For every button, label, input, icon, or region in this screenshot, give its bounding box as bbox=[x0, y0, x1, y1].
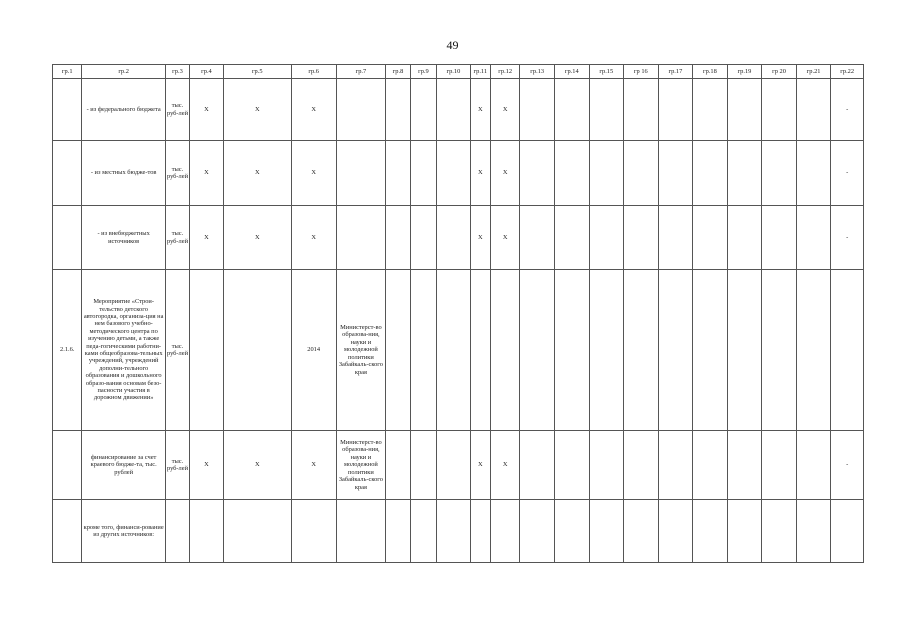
table-cell bbox=[520, 206, 555, 270]
table-cell bbox=[190, 500, 224, 563]
table-cell bbox=[437, 141, 471, 206]
column-header: гр.14 bbox=[554, 65, 589, 79]
table-cell bbox=[796, 500, 831, 563]
table-cell bbox=[291, 500, 336, 563]
table-cell: тыс. руб-лей bbox=[165, 431, 189, 500]
table-cell: X bbox=[190, 79, 224, 141]
column-header: гр.15 bbox=[589, 65, 624, 79]
table-cell bbox=[624, 141, 659, 206]
table-cell bbox=[727, 500, 762, 563]
table-cell bbox=[831, 270, 864, 431]
table-cell: X bbox=[490, 206, 519, 270]
table-cell bbox=[762, 141, 797, 206]
table-cell bbox=[437, 270, 471, 431]
table-body bbox=[53, 65, 864, 563]
table-cell bbox=[437, 431, 471, 500]
column-header: гр.17 bbox=[658, 65, 693, 79]
table-cell bbox=[624, 500, 659, 563]
table-cell bbox=[470, 270, 490, 431]
table-cell: Мероприятие «Строи-тельство детского автогородка, организа-ция на нем базового учебно-методического центра по изучению детьми, а также педа-гогическими работни-ками общеобразова-тельных учреждений, учреждений дополни-тельного образования и дошкольного образо-вания основам безо-пасности участия в дорожном движении» bbox=[82, 270, 165, 431]
table-cell bbox=[762, 500, 797, 563]
table-cell bbox=[693, 500, 728, 563]
table-cell bbox=[223, 500, 291, 563]
table-cell bbox=[658, 141, 693, 206]
table-cell: X bbox=[470, 141, 490, 206]
table-cell bbox=[554, 500, 589, 563]
table-cell bbox=[336, 141, 386, 206]
table-cell bbox=[762, 206, 797, 270]
column-header: гр.2 bbox=[82, 65, 165, 79]
table-cell bbox=[386, 270, 410, 431]
table-cell: X bbox=[291, 79, 336, 141]
column-header: гр.22 bbox=[831, 65, 864, 79]
table-cell: X bbox=[470, 431, 490, 500]
table-cell bbox=[386, 431, 410, 500]
table-cell bbox=[410, 500, 436, 563]
table-cell bbox=[190, 270, 224, 431]
table-cell bbox=[554, 79, 589, 141]
table-cell bbox=[624, 270, 659, 431]
table-cell: 2014 bbox=[291, 270, 336, 431]
table-cell bbox=[624, 79, 659, 141]
page-number: 49 bbox=[446, 38, 459, 52]
column-header: гр.19 bbox=[727, 65, 762, 79]
table-cell bbox=[386, 141, 410, 206]
table-cell bbox=[554, 270, 589, 431]
table-cell bbox=[796, 270, 831, 431]
table-cell bbox=[762, 431, 797, 500]
table-cell bbox=[727, 141, 762, 206]
table-cell bbox=[386, 206, 410, 270]
column-header: гр.11 bbox=[470, 65, 490, 79]
table-cell bbox=[53, 79, 82, 141]
table-cell bbox=[796, 79, 831, 141]
table-cell: X bbox=[223, 431, 291, 500]
table-cell bbox=[796, 141, 831, 206]
document-table bbox=[52, 64, 864, 563]
table-cell: финансирование за счет краевого бюдже-та, тыс. рублей bbox=[82, 431, 165, 500]
table-cell bbox=[336, 79, 386, 141]
column-header: гр.3 bbox=[165, 65, 189, 79]
table-cell: X bbox=[223, 141, 291, 206]
table-cell bbox=[223, 270, 291, 431]
table-cell bbox=[624, 431, 659, 500]
table-cell bbox=[520, 270, 555, 431]
table-cell bbox=[658, 431, 693, 500]
table-cell bbox=[589, 270, 624, 431]
table-cell: - из внебюджетных источников bbox=[82, 206, 165, 270]
table-cell bbox=[410, 206, 436, 270]
table-cell: X bbox=[490, 141, 519, 206]
column-header: гр.10 bbox=[437, 65, 471, 79]
table-cell bbox=[589, 500, 624, 563]
table-cell bbox=[589, 206, 624, 270]
column-header: гр.12 bbox=[490, 65, 519, 79]
table-cell bbox=[410, 431, 436, 500]
column-header: гр.1 bbox=[53, 65, 82, 79]
table-cell bbox=[693, 270, 728, 431]
table-cell bbox=[693, 431, 728, 500]
table-cell: - bbox=[831, 79, 864, 141]
column-header: гр.5 bbox=[223, 65, 291, 79]
table-cell bbox=[554, 206, 589, 270]
column-header: гр 16 bbox=[624, 65, 659, 79]
table-cell: - bbox=[831, 431, 864, 500]
table-cell bbox=[437, 79, 471, 141]
table-cell bbox=[589, 431, 624, 500]
table-row bbox=[53, 500, 864, 563]
table-cell: X bbox=[223, 79, 291, 141]
table-cell: Министерст-во образова-ния, науки и молодежной политики Забайкаль-ского края bbox=[336, 270, 386, 431]
table-cell: X bbox=[190, 431, 224, 500]
table-row bbox=[53, 206, 864, 270]
table-cell bbox=[554, 431, 589, 500]
table-row bbox=[53, 141, 864, 206]
table-cell bbox=[410, 141, 436, 206]
table-cell bbox=[693, 206, 728, 270]
table-cell bbox=[437, 206, 471, 270]
table-cell bbox=[53, 431, 82, 500]
table-cell: - bbox=[831, 141, 864, 206]
column-header: гр.8 bbox=[386, 65, 410, 79]
table-cell bbox=[796, 206, 831, 270]
table-cell bbox=[53, 206, 82, 270]
table-cell bbox=[727, 206, 762, 270]
table-cell: X bbox=[190, 141, 224, 206]
table-cell bbox=[624, 206, 659, 270]
table-cell bbox=[520, 141, 555, 206]
table-row bbox=[53, 270, 864, 431]
table-cell: кроме того, финанси-рование из других источников: bbox=[82, 500, 165, 563]
table-cell bbox=[336, 500, 386, 563]
table-cell bbox=[336, 206, 386, 270]
table-cell: X bbox=[470, 79, 490, 141]
table-cell bbox=[831, 500, 864, 563]
table-cell bbox=[589, 79, 624, 141]
table-cell: X bbox=[291, 431, 336, 500]
table-cell: X bbox=[223, 206, 291, 270]
table-cell bbox=[53, 500, 82, 563]
table-cell bbox=[53, 141, 82, 206]
table-cell: тыс. руб-лей bbox=[165, 141, 189, 206]
table-row bbox=[53, 431, 864, 500]
table-cell bbox=[589, 141, 624, 206]
table-row bbox=[53, 79, 864, 141]
table-cell bbox=[410, 270, 436, 431]
table-cell: - bbox=[831, 206, 864, 270]
header-row bbox=[53, 65, 864, 79]
table-cell: X bbox=[490, 79, 519, 141]
table-cell bbox=[386, 500, 410, 563]
table-cell: - из федерального бюджета bbox=[82, 79, 165, 141]
table-cell: тыс. руб-лей bbox=[165, 206, 189, 270]
table-cell: X bbox=[470, 206, 490, 270]
table-cell: X bbox=[291, 206, 336, 270]
table-cell bbox=[437, 500, 471, 563]
table-cell bbox=[520, 500, 555, 563]
table-cell bbox=[658, 206, 693, 270]
table-cell bbox=[693, 141, 728, 206]
table-cell bbox=[520, 431, 555, 500]
table-cell: тыс. руб-лей bbox=[165, 270, 189, 431]
table-cell bbox=[658, 79, 693, 141]
table-cell: 2.1.6. bbox=[53, 270, 82, 431]
table-cell bbox=[658, 270, 693, 431]
table-cell: Министерст-во образова-ния, науки и молодежной политики Забайкаль-ского края bbox=[336, 431, 386, 500]
table-cell: X bbox=[190, 206, 224, 270]
table-cell bbox=[554, 141, 589, 206]
column-header: гр 20 bbox=[762, 65, 797, 79]
table-cell bbox=[386, 79, 410, 141]
table-cell bbox=[727, 431, 762, 500]
table-cell bbox=[490, 270, 519, 431]
table-cell bbox=[470, 500, 490, 563]
table-cell bbox=[490, 500, 519, 563]
column-header: гр.4 bbox=[190, 65, 224, 79]
table-cell: X bbox=[490, 431, 519, 500]
table-cell bbox=[658, 500, 693, 563]
table-cell bbox=[410, 79, 436, 141]
table-cell bbox=[762, 270, 797, 431]
column-header: гр.18 bbox=[693, 65, 728, 79]
column-header: гр.21 bbox=[796, 65, 831, 79]
column-header: гр.13 bbox=[520, 65, 555, 79]
table-cell: тыс. руб-лей bbox=[165, 79, 189, 141]
column-header: гр.6 bbox=[291, 65, 336, 79]
table-cell: X bbox=[291, 141, 336, 206]
table-cell bbox=[520, 79, 555, 141]
table-cell bbox=[693, 79, 728, 141]
table-cell bbox=[165, 500, 189, 563]
table-cell bbox=[727, 270, 762, 431]
column-header: гр.9 bbox=[410, 65, 436, 79]
table-cell: - из местных бюдже-тов bbox=[82, 141, 165, 206]
table-cell bbox=[762, 79, 797, 141]
column-header: гр.7 bbox=[336, 65, 386, 79]
table-cell bbox=[796, 431, 831, 500]
table-cell bbox=[727, 79, 762, 141]
